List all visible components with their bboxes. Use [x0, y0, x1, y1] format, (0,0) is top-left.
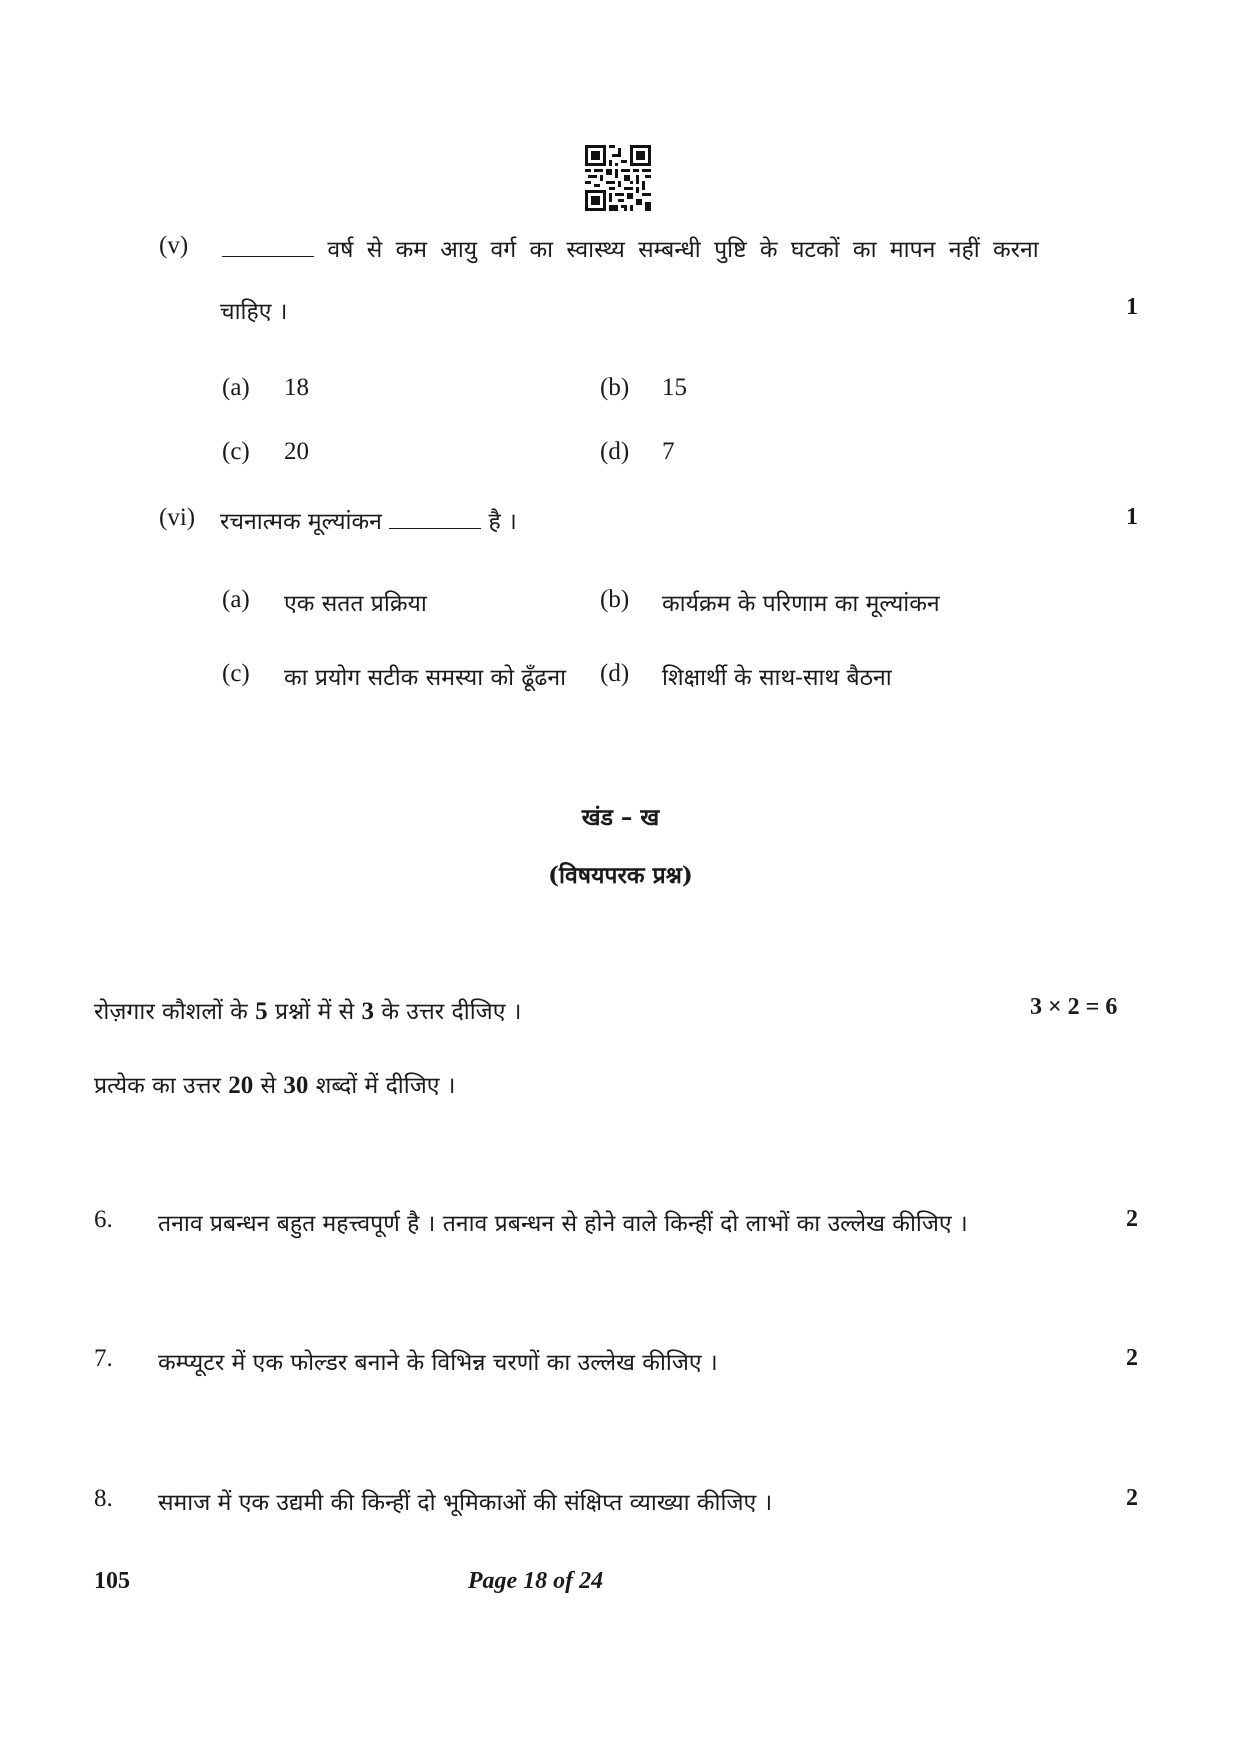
question-number: 8.	[94, 1485, 113, 1512]
question-text: कम्प्यूटर में एक फोल्डर बनाने के विभिन्न चरणों का उल्लेख कीजिए ।	[158, 1350, 718, 1376]
option-text: का प्रयोग सटीक समस्या को ढूँढना	[284, 665, 567, 691]
option-label: (a)	[222, 374, 250, 401]
fill-blank	[222, 236, 314, 257]
question-text: तनाव प्रबन्धन बहुत महत्त्वपूर्ण है । तनाव प्रबन्धन से होने वाले किन्हीं दो लाभों का उल्लेख कीजिए ।	[158, 1211, 968, 1237]
qr-code	[585, 145, 651, 211]
option-text: शिक्षार्थी के साथ-साथ बैठना	[662, 665, 892, 691]
question-marks: 2	[1126, 1206, 1138, 1232]
option-label: (b)	[600, 586, 630, 613]
option-label: (b)	[600, 374, 630, 401]
question-marks: 2	[1126, 1485, 1138, 1511]
option-label: (c)	[222, 438, 250, 465]
option-label: (d)	[600, 438, 630, 465]
option-text: एक सतत प्रक्रिया	[284, 591, 427, 617]
question-number: 6.	[94, 1206, 113, 1233]
question-marks: 2	[1126, 1345, 1138, 1371]
instruction-line-2: प्रत्येक का उत्तर 20 से 30 शब्दों में दीजिए ।	[94, 1072, 456, 1099]
paper-code: 105	[94, 1568, 130, 1594]
question-v-text-line2: चाहिए ।	[220, 299, 288, 325]
section-subtitle: (विषयपरक प्रश्न)	[548, 862, 693, 889]
question-v-marks: 1	[1126, 294, 1138, 320]
option-text: 15	[662, 374, 687, 401]
fill-blank	[389, 508, 481, 529]
instruction-line-1: रोज़गार कौशलों के 5 प्रश्नों में से 3 के उत्तर दीजिए ।	[94, 998, 522, 1025]
option-label: (c)	[222, 660, 250, 687]
question-number: 7.	[94, 1345, 113, 1372]
option-text: कार्यक्रम के परिणाम का मूल्यांकन	[662, 591, 940, 617]
option-text: 7	[662, 438, 675, 465]
section-marks: 3 × 2 = 6	[1030, 994, 1118, 1020]
page-number: Page 18 of 24	[467, 1568, 604, 1594]
question-vi-marks: 1	[1126, 504, 1138, 530]
option-label: (a)	[222, 586, 250, 613]
question-text: समाज में एक उद्यमी की किन्हीं दो भूमिकाओं की संक्षिप्त व्याख्या कीजिए ।	[158, 1490, 773, 1516]
option-label: (d)	[600, 660, 630, 687]
question-v-text-line1: वर्ष से कम आयु वर्ग का स्वास्थ्य सम्बन्धी पुष्टि के घटकों का मापन नहीं करना	[222, 232, 1039, 264]
question-v-number: (v)	[159, 232, 189, 259]
option-text: 18	[284, 374, 309, 401]
option-text: 20	[284, 438, 309, 465]
question-vi-number: (vi)	[159, 504, 196, 531]
section-title: खंड – ख	[581, 804, 660, 831]
question-vi-text: रचनात्मक मूल्यांकन है ।	[220, 509, 517, 535]
